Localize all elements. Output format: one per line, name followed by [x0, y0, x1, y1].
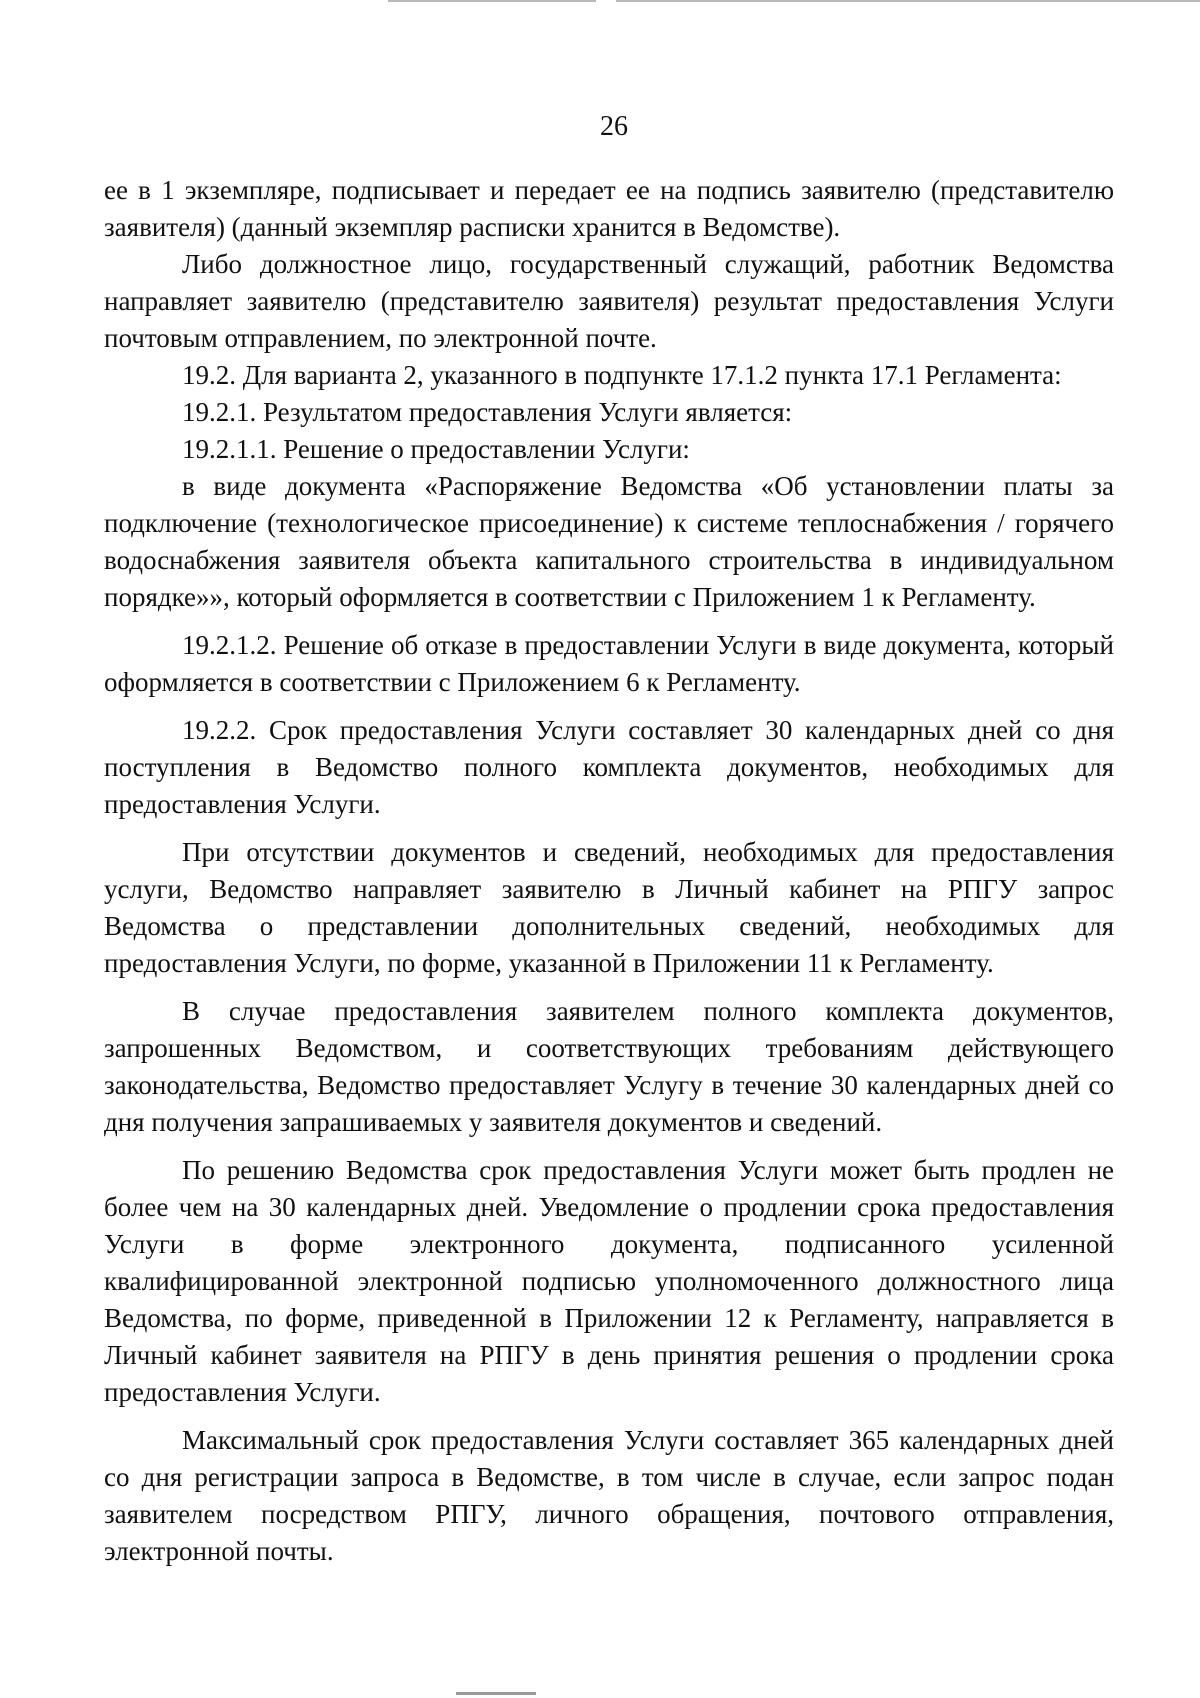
paragraph-19-2-1-2: 19.2.1.2. Решение об отказе в предоставлении Услуги в виде документа, который оформляется в соответствии с Приложением 6 к Регламенту.: [104, 630, 1114, 697]
scan-edge-line: [616, 0, 1200, 2]
paragraph-19-2-1-1: 19.2.1.1. Решение о предоставлении Услуги:: [182, 434, 690, 464]
paragraph-19-2: 19.2. Для варианта 2, указанного в подпункте 17.1.2 пункта 17.1 Регламента:: [182, 360, 1062, 390]
paragraph-result-by-mail: Либо должностное лицо, государственный служащий, работник Ведомства направляет заявителю (представителю заявителя) результат предоставления Услуги почтовым отправлением, по электронной почте.: [104, 249, 1114, 353]
paragraph-maximum-term: Максимальный срок предоставления Услуги составляет 365 календарных дней со дня регистрации запроса в Ведомстве, в том числе в случае, если запрос подан заявителем посредством РПГУ, личного обращения, почтового отправления, электронной почты.: [104, 1425, 1114, 1566]
paragraph-document-form: в виде документа «Распоряжение Ведомства «Об установлении платы за подключение (технологическое присоединение) к системе теплоснабжения / горячего водоснабжения заявителя объекта капитального строительства в индивидуальном порядке»», который оформляется в соответствии с Приложением 1 к Регламенту.: [104, 471, 1114, 612]
paragraph-19-2-2: 19.2.2. Срок предоставления Услуги составляет 30 календарных дней со дня поступления в Ведомство полного комплекта документов, необходимых для предоставления Услуги.: [104, 715, 1114, 819]
paragraph-19-2-1: 19.2.1. Результатом предоставления Услуги является:: [182, 397, 793, 427]
paragraph-missing-documents: При отсутствии документов и сведений, необходимых для предоставления услуги, Ведомство направляет заявителю в Личный кабинет на РПГУ запрос Ведомства о представлении дополнительных сведений, необходимых для предоставления Услуги, по форме, указанной в Приложении 11 к Регламенту.: [104, 837, 1114, 978]
paragraph-term-extension: По решению Ведомства срок предоставления Услуги может быть продлен не более чем на 30 календарных дней. Уведомление о продлении срока предоставления Услуги в форме электронного документа, подписанного усиленной квалифицированной электронной подписью уполномоченного должностного лица Ведомства, по форме, приведенной в Приложении 12 к Регламенту, направляется в Личный кабинет заявителя на РПГУ в день принятия решения о продлении срока предоставления Услуги.: [104, 1155, 1114, 1407]
scan-edge-line: [388, 0, 596, 2]
document-body: [104, 172, 1114, 1570]
page-number: 26: [600, 111, 628, 142]
paragraph-complete-documents: В случае предоставления заявителем полного комплекта документов, запрошенных Ведомством, и соответствующих требованиям действующего законодательства, Ведомство предоставляет Услугу в течение 30 календарных дней со дня получения запрашиваемых у заявителя документов и сведений.: [104, 996, 1114, 1137]
scan-edge-line: [456, 1692, 536, 1695]
paragraph-continuation: ее в 1 экземпляре, подписывает и передает ее на подпись заявителю (представителю заявителя) (данный экземпляр расписки хранится в Ведомстве).: [104, 175, 1114, 242]
